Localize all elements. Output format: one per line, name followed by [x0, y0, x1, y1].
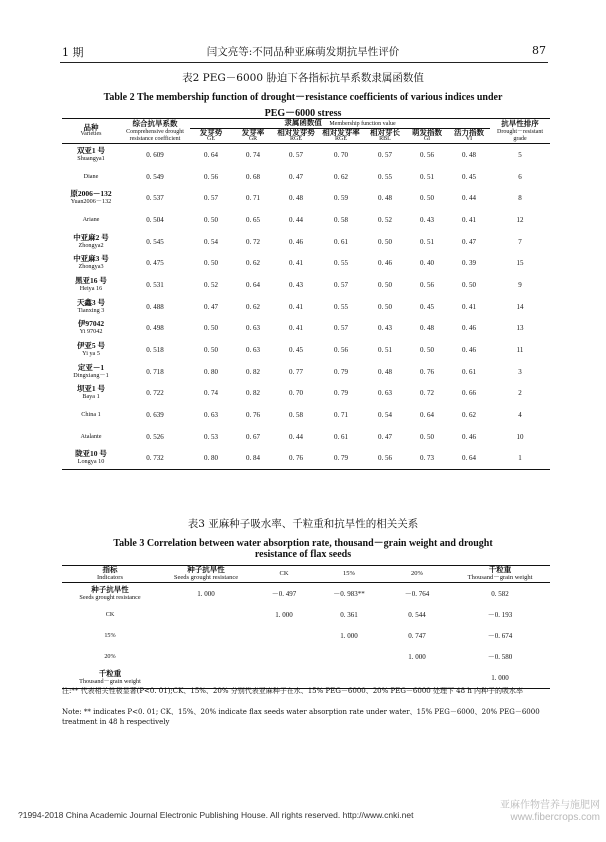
table3-sdr-header: 种子抗旱性 Seeds grought resistance: [158, 566, 254, 583]
value-cell: 0. 61: [334, 432, 348, 441]
table-row: [62, 296, 550, 318]
value-cell: 0. 63: [204, 411, 218, 420]
table2-subheader-0: 发芽势 GE: [190, 129, 232, 144]
value-cell: 5: [518, 150, 522, 159]
table2-subheader-5: 萌发指数 GI: [406, 129, 448, 144]
value-cell: 0. 747: [408, 631, 426, 640]
table2-subheader-6: 活力指数 VI: [448, 129, 490, 144]
value-cell: 0. 51: [420, 237, 434, 246]
value-cell: 0. 549: [146, 172, 164, 181]
table-row: [62, 187, 550, 209]
value-cell: 0. 55: [334, 259, 348, 268]
variety-cell: 黑亚16 号 Heiya 16: [75, 275, 107, 292]
value-cell: 0. 57: [334, 280, 348, 289]
value-cell: 0. 526: [146, 432, 164, 441]
value-cell: 2: [518, 389, 522, 398]
value-cell: 0. 718: [146, 367, 164, 376]
value-cell: 0. 57: [204, 194, 218, 203]
table2-subheader-2: 相对发芽势 RGE: [274, 129, 318, 144]
value-cell: 0. 47: [462, 237, 476, 246]
value-cell: －0. 497: [271, 589, 297, 598]
value-cell: 0. 47: [289, 172, 303, 181]
value-cell: 0. 57: [378, 150, 392, 159]
table2-cdrc-header-cn: 综合抗旱系数: [120, 119, 190, 129]
table3-indicator-header: 指标 Indicators: [62, 566, 158, 583]
value-cell: 0. 84: [232, 448, 274, 470]
table-row: [62, 404, 550, 426]
table-row: [62, 426, 550, 448]
value-cell: 0. 79: [334, 367, 348, 376]
value-cell: 0. 72: [420, 389, 434, 398]
value-cell: 0. 63: [246, 346, 260, 355]
value-cell: 0. 71: [246, 194, 260, 203]
value-cell: 3: [518, 367, 522, 376]
running-title: 闫文亮等:不同品种亚麻萌发期抗旱性评价: [206, 46, 400, 58]
page-number: 87: [532, 44, 546, 57]
table-row: [62, 144, 550, 166]
table-row: [62, 274, 550, 296]
value-cell: 0. 51: [378, 346, 392, 355]
value-cell: 0. 44: [289, 432, 303, 441]
value-cell: 0. 46: [462, 324, 476, 333]
variety-cell: 伊97042 Yi 97042: [77, 319, 105, 336]
table3: [62, 565, 550, 689]
value-cell: －0. 193: [487, 610, 513, 619]
variety-cell: Ariane: [82, 215, 100, 223]
value-cell: 0. 59: [334, 194, 348, 203]
table3-ck-header: CK: [254, 566, 314, 583]
value-cell: 0. 64: [448, 448, 490, 470]
value-cell: 8: [518, 194, 522, 203]
value-cell: 0. 63: [378, 389, 392, 398]
table2-caption-en-2: PEG－6000 stress: [264, 108, 342, 119]
value-cell: 0. 39: [462, 259, 476, 268]
value-cell: 0. 44: [289, 215, 303, 224]
value-cell: 0. 498: [146, 324, 164, 333]
value-cell: 0. 77: [289, 367, 303, 376]
issue-label: 1 期: [62, 46, 84, 59]
value-cell: [158, 625, 254, 646]
value-cell: 0. 62: [462, 411, 476, 420]
value-cell: 1. 000: [340, 631, 358, 640]
table-row: [62, 318, 550, 340]
value-cell: 0. 43: [420, 215, 434, 224]
value-cell: 0. 46: [289, 237, 303, 246]
value-cell: －0. 764: [404, 589, 430, 598]
value-cell: 0. 76: [420, 367, 434, 376]
value-cell: 0. 74: [204, 389, 218, 398]
value-cell: 0. 531: [146, 280, 164, 289]
table3-tgw-header: 千粒重 Thousand－grain weight: [450, 566, 550, 583]
value-cell: 0. 68: [246, 172, 260, 181]
value-cell: 0. 40: [420, 259, 434, 268]
value-cell: 0. 50: [378, 237, 392, 246]
table2-mf-header: 隶属函数值 Membership function value: [190, 119, 490, 129]
value-cell: 0. 361: [340, 610, 358, 619]
indicator-cell: 20%: [104, 652, 116, 660]
value-cell: 0. 80: [190, 448, 232, 470]
value-cell: 0. 74: [246, 150, 260, 159]
table3-note-cn: 注:** 代表相关性极显著(P<0. 01);CK、15%、20% 分别代表亚麻种子在水、15% PEG－6000、20% PEG－6000 处理下 48 h 内种子的吸水率: [62, 687, 524, 695]
variety-cell: 陇亚10 号 Longya 10: [62, 448, 120, 470]
table-row: [62, 383, 550, 405]
value-cell: 0. 82: [246, 367, 260, 376]
value-cell: [158, 604, 254, 625]
value-cell: 0. 50: [378, 302, 392, 311]
value-cell: 0. 50: [204, 259, 218, 268]
value-cell: 0. 50: [204, 324, 218, 333]
value-cell: 0. 58: [334, 215, 348, 224]
table3-caption-en-1: Table 3 Correlation between water absorption rate, thousand－grain weight and drought: [113, 538, 493, 549]
value-cell: 0. 76: [246, 411, 260, 420]
variety-cell: 原2006－132 Yuan2006－132: [70, 189, 112, 206]
value-cell: 0. 67: [246, 432, 260, 441]
watermark-url: www.fibercrops.com: [510, 812, 600, 823]
variety-cell: 天鑫3 号 Tianxing 3: [76, 297, 106, 314]
table2-subheader-3: 相对发芽率 RGE: [318, 129, 364, 144]
value-cell: 0. 48: [378, 194, 392, 203]
variety-cell: Diane: [83, 172, 99, 180]
indicator-cell: CK: [105, 610, 115, 618]
value-cell: 1. 000: [275, 610, 293, 619]
value-cell: 9: [518, 280, 522, 289]
value-cell: 0. 45: [420, 302, 434, 311]
table2-cdrc-header-en: Comprehensive drought resistance coefficient: [120, 129, 190, 144]
watermark: [490, 800, 600, 824]
value-cell: 0. 544: [408, 610, 426, 619]
table-row: [62, 209, 550, 231]
value-cell: 0. 61: [462, 367, 476, 376]
value-cell: 0. 56: [420, 280, 434, 289]
value-cell: 13: [516, 324, 524, 333]
value-cell: 0. 73: [406, 448, 448, 470]
value-cell: 0. 504: [146, 215, 164, 224]
value-cell: 0. 56: [334, 346, 348, 355]
value-cell: 11: [516, 346, 524, 355]
value-cell: 0. 62: [334, 172, 348, 181]
value-cell: 0. 43: [289, 280, 303, 289]
value-cell: 0. 76: [274, 448, 318, 470]
value-cell: 0. 53: [204, 432, 218, 441]
value-cell: 0. 50: [462, 280, 476, 289]
variety-cell: 伊亚5 号 Yi ya 5: [76, 341, 106, 358]
value-cell: 0. 70: [334, 150, 348, 159]
value-cell: －0. 674: [487, 631, 513, 640]
table2: [62, 118, 550, 470]
value-cell: 0. 50: [420, 194, 434, 203]
value-cell: 0. 55: [378, 172, 392, 181]
value-cell: 0. 47: [204, 302, 218, 311]
indicator-cell: 种子抗旱性 Seeds grought resistance: [79, 584, 141, 601]
value-cell: 12: [516, 215, 524, 224]
value-cell: －0. 580: [487, 652, 513, 661]
value-cell: 0. 66: [462, 389, 476, 398]
value-cell: －0. 983**: [333, 589, 365, 598]
value-cell: 0. 61: [334, 237, 348, 246]
value-cell: 0. 71: [334, 411, 348, 420]
table-row: [62, 604, 550, 625]
variety-cell: 双亚1 号 Shuangya1: [76, 145, 106, 162]
value-cell: 0. 44: [462, 194, 476, 203]
value-cell: 0. 62: [246, 259, 260, 268]
value-cell: 0. 48: [420, 324, 434, 333]
value-cell: 0. 51: [420, 172, 434, 181]
table-row: [62, 252, 550, 274]
value-cell: 0. 57: [334, 324, 348, 333]
value-cell: 0. 52: [204, 280, 218, 289]
value-cell: 0. 50: [204, 215, 218, 224]
value-cell: 0. 722: [146, 389, 164, 398]
value-cell: 0. 82: [246, 389, 260, 398]
variety-cell: Atalante: [80, 432, 102, 440]
value-cell: 0. 47: [378, 432, 392, 441]
variety-cell: 坝亚1 号 Baya 1: [76, 384, 106, 401]
value-cell: 0. 58: [289, 411, 303, 420]
value-cell: [254, 646, 314, 667]
table-row: [62, 646, 550, 667]
value-cell: [254, 625, 314, 646]
value-cell: 0. 62: [246, 302, 260, 311]
value-cell: 0. 48: [462, 150, 476, 159]
table-row: [62, 583, 550, 605]
value-cell: 0. 41: [289, 302, 303, 311]
indicator-cell: 15%: [104, 631, 116, 639]
value-cell: 0. 72: [246, 237, 260, 246]
table3-caption-cn: 表3 亚麻种子吸水率、千粒重和抗旱性的相关关系: [187, 518, 419, 530]
value-cell: 0. 48: [289, 194, 303, 203]
value-cell: 0. 475: [146, 259, 164, 268]
table3-caption-en-2: resistance of flax seeds: [254, 549, 352, 560]
variety-cell: 中亚麻3 号 Zhongya3: [73, 254, 109, 271]
value-cell: 14: [516, 302, 524, 311]
value-cell: 15: [516, 259, 524, 268]
value-cell: 0. 50: [204, 346, 218, 355]
watermark-cn: 亚麻作物营养与施肥网: [500, 800, 600, 811]
value-cell: 0. 64: [246, 280, 260, 289]
table2-subheader-1: 发芽率 GR: [232, 129, 274, 144]
value-cell: 0. 45: [289, 346, 303, 355]
value-cell: 1. 000: [197, 589, 215, 598]
value-cell: 0. 79: [318, 448, 364, 470]
value-cell: 0. 488: [146, 302, 164, 311]
table2-caption-cn: 表2 PEG－6000 胁迫下各指标抗旱系数隶属函数值: [182, 72, 424, 84]
value-cell: 0. 48: [378, 367, 392, 376]
value-cell: 0. 70: [289, 389, 303, 398]
table2-subheader-4: 相对芽长 RBL: [364, 129, 406, 144]
table-row: [62, 166, 550, 188]
value-cell: 0. 50: [378, 280, 392, 289]
table2-rank-header-en: Drought－resistant grade: [490, 129, 550, 144]
value-cell: 0. 46: [462, 346, 476, 355]
value-cell: 0. 537: [146, 194, 164, 203]
value-cell: 0. 54: [204, 237, 218, 246]
value-cell: [314, 646, 384, 667]
variety-cell: China 1: [81, 411, 101, 419]
value-cell: 1: [490, 448, 550, 470]
value-cell: 0. 582: [491, 589, 509, 598]
value-cell: 6: [518, 172, 522, 181]
table-row: [62, 625, 550, 646]
value-cell: 7: [518, 237, 522, 246]
header-rule: [60, 62, 548, 63]
table3-note-en: Note: ** indicates P<0. 01; CK、15%、20% indicate flax seeds water absorption rate under water、15% PEG－6000、20% PEG－6000 treatment in 48 h respectively: [62, 708, 540, 726]
table-row: [62, 339, 550, 361]
value-cell: 0. 639: [146, 411, 164, 420]
value-cell: 0. 41: [462, 215, 476, 224]
value-cell: 0. 56: [204, 172, 218, 181]
copyright-footer: ?1994-2018 China Academic Journal Electronic Publishing House. All rights reserved. http://www.cnki.net: [18, 810, 414, 820]
value-cell: 0. 50: [420, 432, 434, 441]
value-cell: 0. 80: [204, 367, 218, 376]
table3-15-header: 15%: [314, 566, 384, 583]
table-row: [62, 361, 550, 383]
value-cell: 0. 64: [204, 150, 218, 159]
table-row: [62, 448, 550, 470]
variety-cell: 定亚－1 Dingxiang－1: [73, 362, 109, 379]
value-cell: 0. 63: [246, 324, 260, 333]
table3-20-header: 20%: [384, 566, 450, 583]
value-cell: 0. 65: [246, 215, 260, 224]
table2-rank-header-cn: 抗旱性排序: [490, 119, 550, 129]
value-cell: 0. 732: [120, 448, 190, 470]
value-cell: 0. 609: [146, 150, 164, 159]
value-cell: 0. 50: [420, 346, 434, 355]
value-cell: 0. 64: [420, 411, 434, 420]
value-cell: 4: [518, 411, 522, 420]
value-cell: 10: [516, 432, 524, 441]
variety-cell: 中亚麻2 号 Zhongya2: [73, 232, 109, 249]
value-cell: 0. 56: [364, 448, 406, 470]
table2-variety-header: 品种 Varieties: [62, 119, 120, 144]
value-cell: 1. 000: [408, 652, 426, 661]
value-cell: 0. 41: [462, 302, 476, 311]
value-cell: 0. 545: [146, 237, 164, 246]
value-cell: [158, 646, 254, 667]
value-cell: 0. 46: [462, 432, 476, 441]
value-cell: 0. 57: [289, 150, 303, 159]
table-row: [62, 231, 550, 253]
value-cell: 0. 45: [462, 172, 476, 181]
value-cell: 0. 56: [420, 150, 434, 159]
value-cell: 0. 54: [378, 411, 392, 420]
value-cell: 0. 52: [378, 215, 392, 224]
value-cell: 0. 41: [289, 324, 303, 333]
table2-caption-en-1: Table 2 The membership function of drought－resistance coefficients of various indices under: [103, 92, 503, 103]
value-cell: 0. 518: [146, 346, 164, 355]
value-cell: 0. 41: [289, 259, 303, 268]
indicator-cell: 千粒重 Thousand－grain weight: [62, 667, 158, 689]
value-cell: 1. 000: [450, 667, 550, 689]
value-cell: 0. 55: [334, 302, 348, 311]
value-cell: 0. 43: [378, 324, 392, 333]
value-cell: 0. 79: [334, 389, 348, 398]
value-cell: 0. 46: [378, 259, 392, 268]
